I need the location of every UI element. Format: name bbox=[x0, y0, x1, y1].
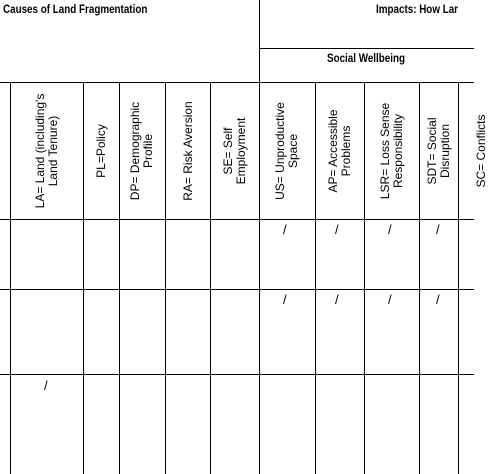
rule-header-bottom bbox=[0, 82, 474, 83]
check-mark: / bbox=[436, 292, 440, 307]
impacts-title: Impacts: How Lar bbox=[376, 2, 459, 16]
rule-row-1-top bbox=[0, 219, 474, 220]
check-mark: / bbox=[283, 292, 287, 307]
column-divider bbox=[210, 82, 211, 474]
column-label-loss-sense: LSR= Loss Sense Responsibility bbox=[378, 102, 405, 200]
column-label-accessible: AP= Accessible Problems bbox=[326, 109, 353, 193]
column-label-social-disruption: SDT= Social Disruption bbox=[425, 117, 452, 185]
causes-title: Causes of Land Fragmentation bbox=[3, 2, 148, 16]
social-wellbeing-title: Social Wellbeing bbox=[327, 51, 406, 65]
check-mark: / bbox=[388, 292, 392, 307]
column-label-self-employment: SE= Self Employment bbox=[221, 117, 248, 185]
column-divider bbox=[315, 82, 316, 474]
rule-row-3-top bbox=[0, 374, 474, 375]
check-mark: / bbox=[335, 292, 339, 307]
column-label-conflicts: SC= Conflicts bbox=[473, 114, 488, 188]
check-mark: / bbox=[388, 222, 392, 237]
section-divider bbox=[259, 0, 260, 474]
column-label-land: LA= Land (including's Land Tenure) bbox=[33, 93, 60, 209]
column-divider bbox=[165, 82, 166, 474]
check-mark: / bbox=[335, 222, 339, 237]
check-mark: / bbox=[283, 222, 287, 237]
check-mark: / bbox=[44, 378, 48, 393]
column-label-risk: RA= Risk Aversion bbox=[180, 101, 195, 201]
column-label-demographic: DP= Demographic Profile bbox=[128, 101, 155, 201]
column-label-policy: PL=Policy bbox=[93, 124, 108, 178]
column-divider bbox=[364, 82, 365, 474]
column-label-unproductive: US= Unproductive Space bbox=[273, 102, 300, 200]
rule-row-2-top bbox=[0, 289, 474, 290]
check-mark: / bbox=[436, 222, 440, 237]
column-divider bbox=[10, 82, 11, 474]
rule-social-wellbeing-top bbox=[259, 48, 474, 49]
